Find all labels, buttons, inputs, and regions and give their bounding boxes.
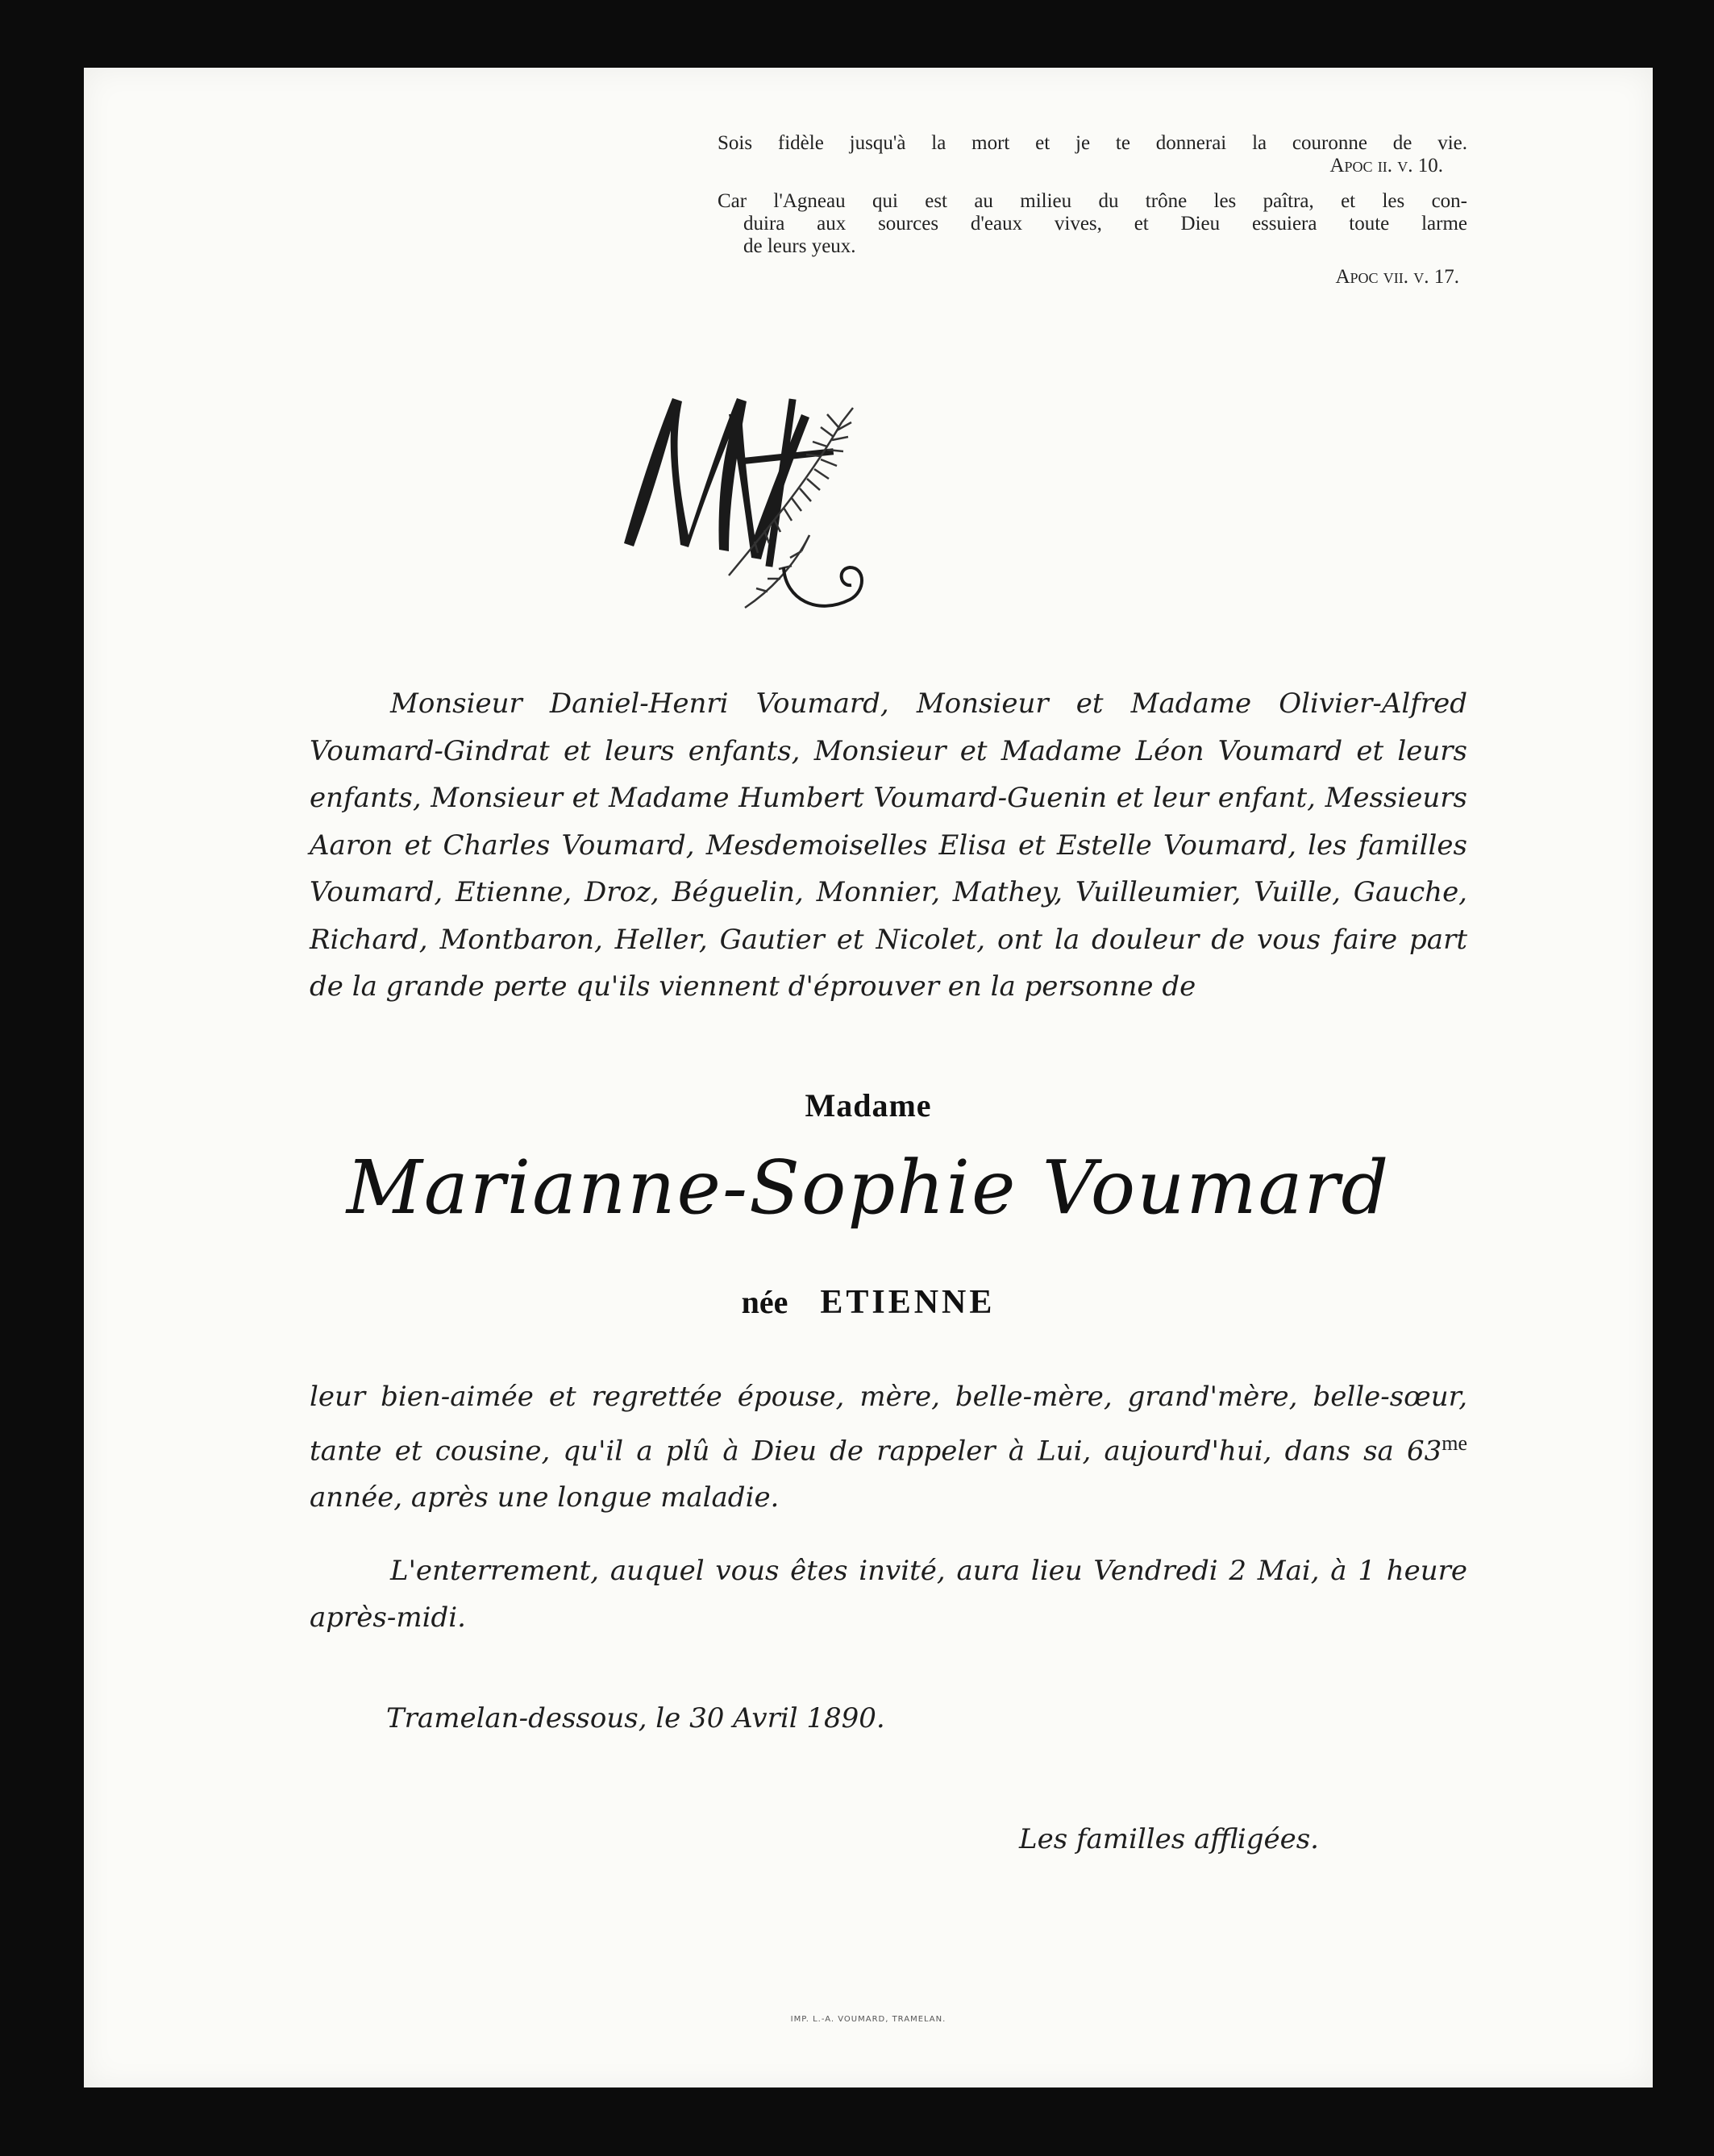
maiden-name-line bbox=[84, 1283, 1653, 1322]
signature-line: Les familles affligées. bbox=[1019, 1823, 1319, 1855]
ordinal-suffix: me bbox=[1442, 1431, 1467, 1455]
announcement-paragraph: Monsieur Daniel-Henri Voumard, Monsieur et Madame Olivier-Alfred Voumard-Gindrat et leurs enfants, Monsieur et Madame Léon Voumard et leurs enfants, Monsieur et Madame Humbert Voumard-Guenin et leur enfant, Messieurs Aaron et Charles Voumard, Mesdemoiselles Elisa et Estelle Voumard, les familles Voumard, Etienne, Droz, Béguelin, Monnier, Mathey, Vuilleumier, Vuille, Gauche, Richard, Montbaron, Heller, Gautier et Nicolet, ont la douleur de vous faire part de la grande perte qu'ils viennent d'éprouver en la personne de bbox=[310, 688, 1467, 1003]
maiden-name: ETIENNE bbox=[820, 1284, 996, 1321]
description-text: leur bien-aimée et regrettée épouse, mère, belle-mère, grand'mère, belle-sœur, tante et cousine, qu'il a plû à Dieu de rappeler à Lui, aujourd'hui, dans sa 63 bbox=[310, 1381, 1467, 1468]
description-text-end: année, après une longue maladie. bbox=[310, 1481, 780, 1514]
epigraph-verse-2-line-3: de leurs yeux. bbox=[743, 235, 856, 257]
deceased-name: Marianne-Sophie Voumard bbox=[346, 1144, 1391, 1231]
mourning-letter-sheet bbox=[84, 68, 1653, 2087]
epigraph-reference-2: Apoc vii. v. 17. bbox=[1335, 266, 1459, 288]
deceased-title: Madame bbox=[805, 1087, 932, 1124]
epigraph-verse-2-line-2: duira aux sources d'eaux vives, et Dieu essuiera toute larme bbox=[743, 213, 1467, 235]
mv-monogram-cross-palm-icon bbox=[608, 366, 882, 624]
epigraph-verse-1: Sois fidèle jusqu'à la mort et je te donnerai la couronne de vie. bbox=[718, 132, 1467, 154]
description-paragraph bbox=[310, 1373, 1467, 1521]
printer-imprint: IMP. L.-A. VOUMARD, TRAMELAN. bbox=[790, 2015, 946, 2024]
bible-epigraph bbox=[718, 132, 1467, 289]
epigraph-verse-2-line-1: Car l'Agneau qui est au milieu du trône les paîtra, et les con- bbox=[718, 190, 1467, 212]
epigraph-reference-1: Apoc ii. v. 10. bbox=[1329, 155, 1443, 177]
nee-label: née bbox=[741, 1284, 788, 1320]
funeral-paragraph: L'enterrement, auquel vous êtes invité, aura lieu Vendredi 2 Mai, à 1 heure après-midi. bbox=[310, 1555, 1467, 1634]
place-and-date: Tramelan-dessous, le 30 Avril 1890. bbox=[386, 1702, 885, 1734]
